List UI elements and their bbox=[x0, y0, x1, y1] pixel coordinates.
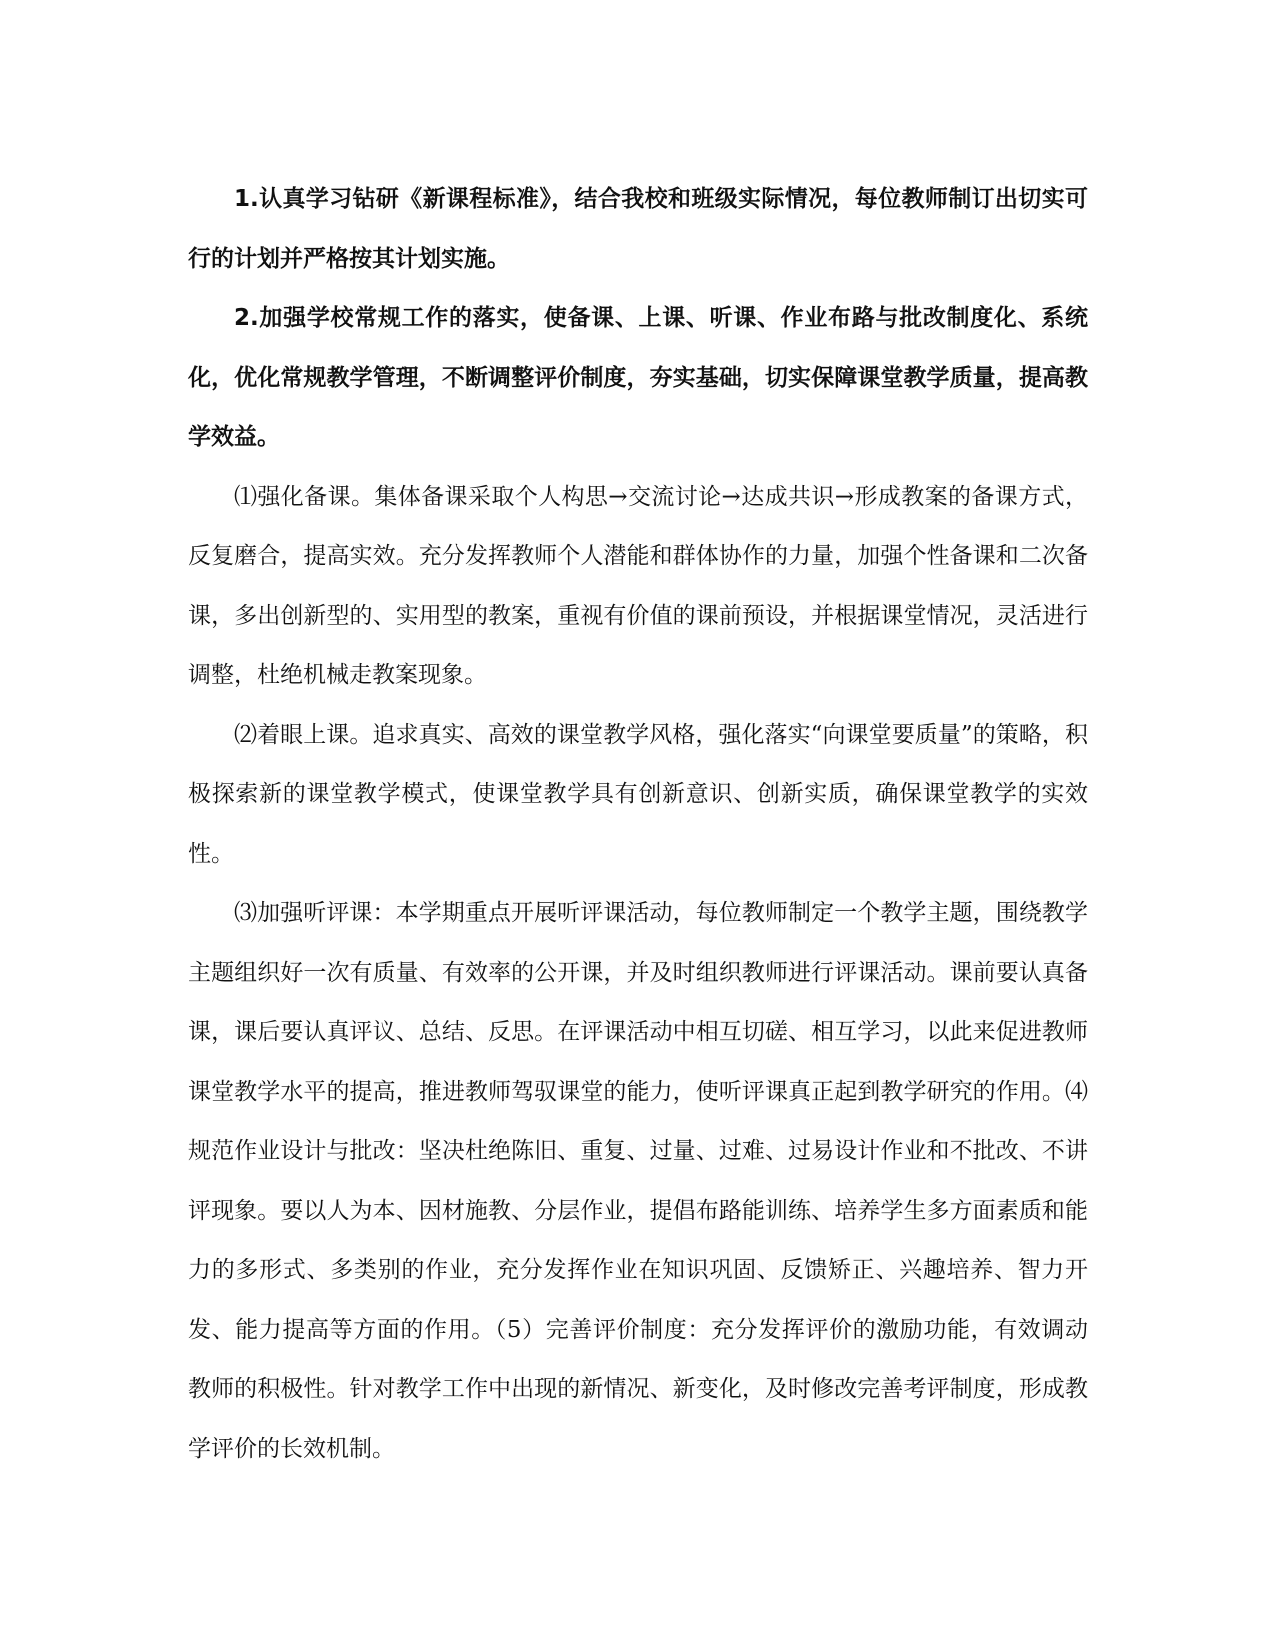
paragraph-2: 2.加强学校常规工作的落实，使备课、上课、听课、作业布路与批改制度化、系统化，优化常规教学管理，不断调整评价制度，夯实基础，切实保障课堂教学质量，提高教学效益。 bbox=[188, 305, 1088, 450]
paragraph-4: ⑵着眼上课。追求真实、高效的课堂教学风格，强化落实“向课堂要质量”的策略，积极探索新的课堂教学模式，使课堂教学具有创新意识、创新实质，确保课堂教学的实效性。 bbox=[188, 721, 1088, 867]
paragraph-1: 1.认真学习钻研《新课程标准》，结合我校和班级实际情况，每位教师制订出切实可行的计划并严格按其计划实施。 bbox=[188, 186, 1088, 272]
document-body bbox=[188, 170, 1088, 1479]
paragraph-3: ⑴强化备课。集体备课采取个人构思→交流讨论→达成共识→形成教案的备课方式，反复磨合，提高实效。充分发挥教师个人潜能和群体协作的力量，加强个性备课和二次备课，多出创新型的、实用型的教案，重视有价值的课前预设，并根据课堂情况，灵活进行调整，杜绝机械走教案现象。 bbox=[188, 483, 1088, 688]
paragraph-5: ⑶加强听评课：本学期重点开展听评课活动，每位教师制定一个教学主题，围绕教学主题组织好一次有质量、有效率的公开课，并及时组织教师进行评课活动。课前要认真备课，课后要认真评议、总结、反思。在评课活动中相互切磋、相互学习，以此来促进教师课堂教学水平的提高，推进教师驾驭课堂的能力，使听评课真正起到教学研究的作用。⑷规范作业设计与批改：坚决杜绝陈旧、重复、过量、过难、过易设计作业和不批改、不讲评现象。要以人为本、因材施教、分层作业，提倡布路能训练、培养学生多方面素质和能力的多形式、多类别的作业，充分发挥作业在知识巩固、反馈矫正、兴趣培养、智力开发、能力提高等方面的作用。（5）完善评价制度：充分发挥评价的激励功能，有效调动教师的积极性。针对教学工作中出现的新情况、新变化，及时修改完善考评制度，形成教学评价的长效机制。 bbox=[188, 900, 1088, 1462]
